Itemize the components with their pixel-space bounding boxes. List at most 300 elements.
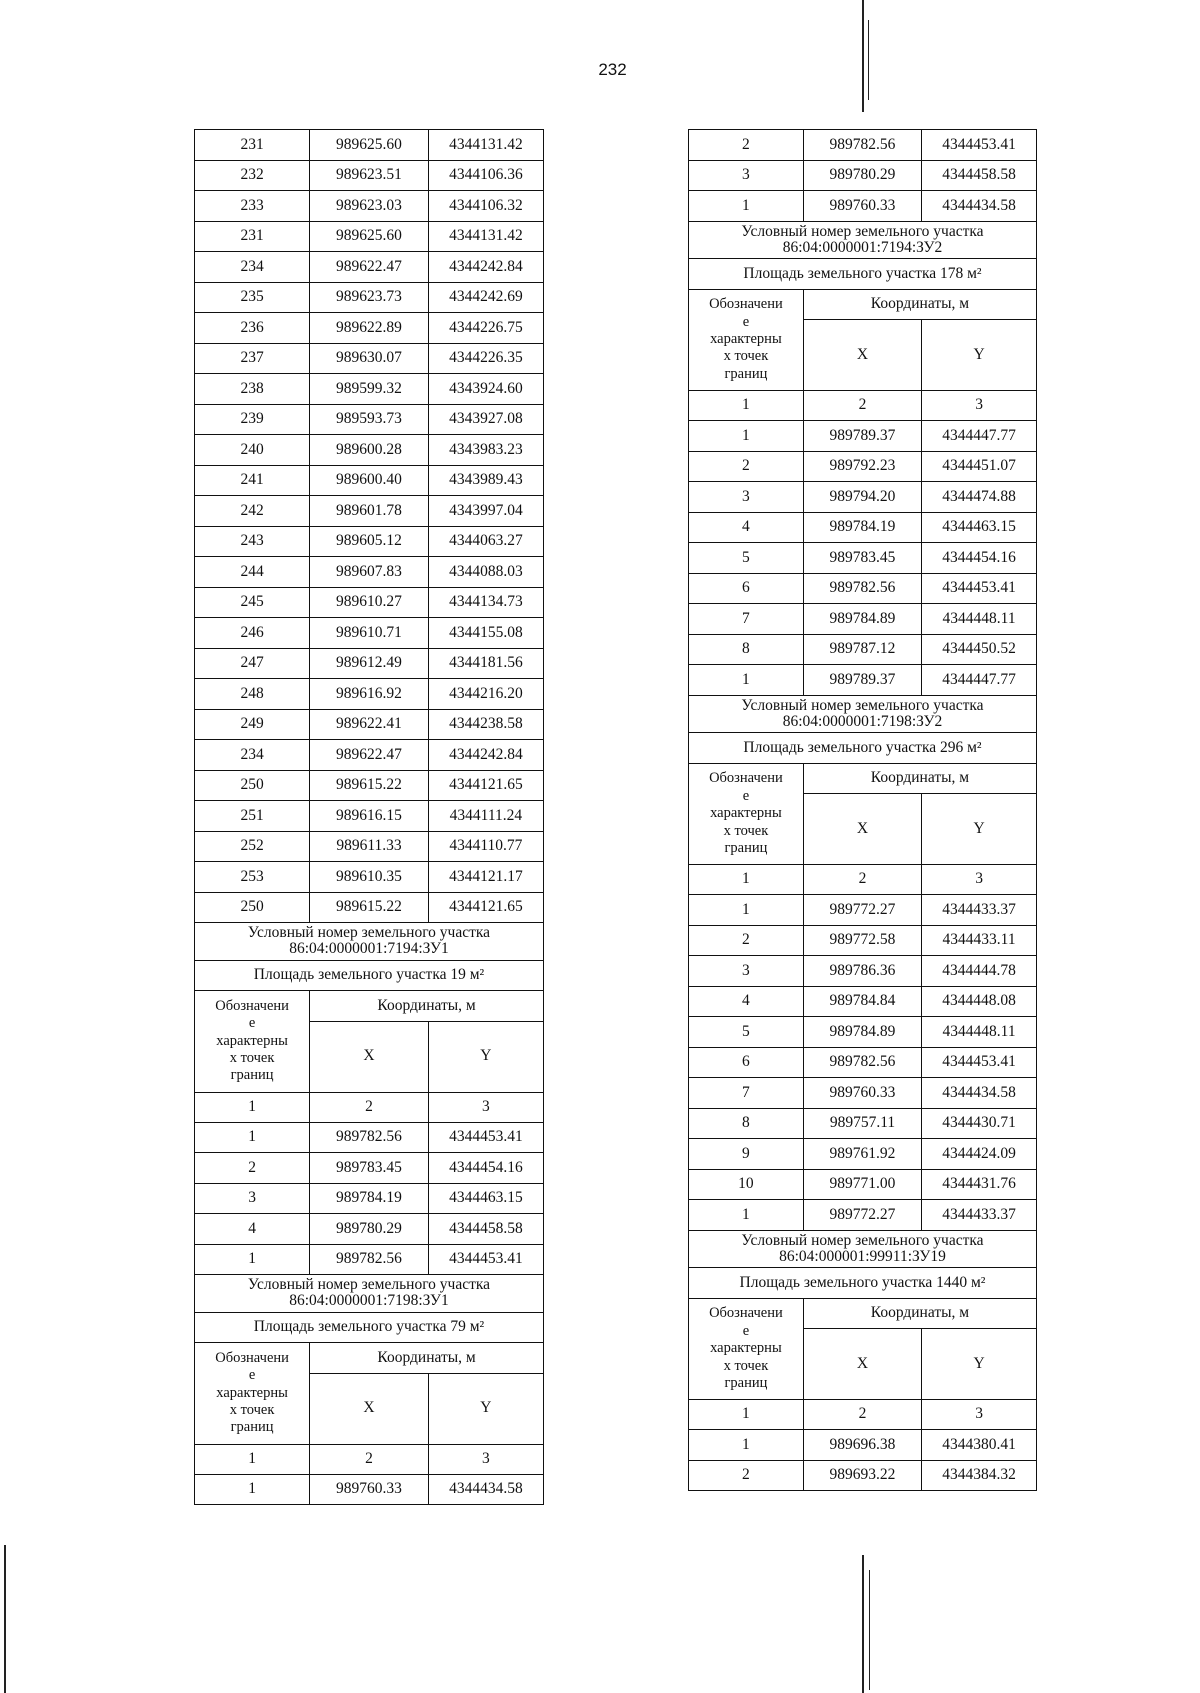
header-label-line: характерны: [710, 805, 782, 822]
y-header: Y: [428, 1021, 543, 1092]
point-number-cell: 234: [195, 740, 310, 771]
column-number-row: [195, 1444, 544, 1474]
table-row: [689, 956, 1037, 987]
point-number-cell: 1: [689, 895, 804, 926]
x-header: X: [803, 320, 921, 391]
table-row: [195, 648, 544, 679]
y-coordinate-cell: 4344474.88: [922, 482, 1037, 513]
y-coordinate-cell: 4344155.08: [428, 618, 543, 649]
point-number-cell: 3: [689, 160, 804, 191]
point-number-cell: 237: [195, 343, 310, 374]
point-number-cell: 231: [195, 221, 310, 252]
y-coordinate-cell: 4344447.77: [922, 421, 1037, 452]
table-row: [195, 221, 544, 252]
x-coordinate-cell: 989789.37: [803, 665, 921, 696]
parcel-number-cell: [689, 1230, 1037, 1268]
x-coordinate-cell: 989780.29: [803, 160, 921, 191]
x-coordinate-cell: 989599.32: [310, 374, 429, 405]
point-number-cell: 239: [195, 404, 310, 435]
point-number-cell: 1: [689, 421, 804, 452]
y-coordinate-cell: 4344121.65: [428, 770, 543, 801]
point-number-cell: 8: [689, 634, 804, 665]
x-coordinate-cell: 989783.45: [310, 1153, 429, 1184]
coordinates-table: [688, 129, 1037, 1491]
point-number-cell: 250: [195, 770, 310, 801]
table-row: [689, 1078, 1037, 1109]
point-number-cell: 7: [689, 604, 804, 635]
x-coordinate-cell: 989623.73: [310, 282, 429, 313]
point-number-cell: 6: [689, 1047, 804, 1078]
parcel-number-label: Условный номер земельного участка: [247, 924, 491, 941]
parcel-cadastral-number: 86:04:0000001:7198:ЗУ2: [782, 712, 943, 730]
x-coordinate-cell: 989784.19: [803, 512, 921, 543]
y-coordinate-cell: 4344458.58: [922, 160, 1037, 191]
x-coordinate-cell: 989616.15: [310, 801, 429, 832]
table-row: [689, 130, 1037, 161]
table-row: [195, 862, 544, 893]
parcel-area-row: [689, 259, 1037, 290]
point-number-cell: 4: [689, 512, 804, 543]
y-header: Y: [428, 1373, 543, 1444]
y-coordinate-cell: 4344242.84: [428, 740, 543, 771]
y-coordinate-cell: 4344453.41: [922, 1047, 1037, 1078]
y-coordinate-cell: 4344448.08: [922, 986, 1037, 1017]
table-row: [195, 801, 544, 832]
parcel-number-label: Условный номер земельного участка: [741, 696, 984, 714]
table-row: [689, 925, 1037, 956]
point-number-cell: 2: [689, 925, 804, 956]
table-header-row: [689, 763, 1037, 794]
x-coordinate-cell: 989782.56: [310, 1244, 429, 1275]
table-row: [689, 1139, 1037, 1170]
table-row: [689, 1047, 1037, 1078]
x-coordinate-cell: 989625.60: [310, 221, 429, 252]
point-number-cell: 250: [195, 892, 310, 923]
x-coordinate-cell: 989784.84: [803, 986, 921, 1017]
table-row: [689, 604, 1037, 635]
header-label-line: границ: [724, 839, 768, 856]
x-coordinate-cell: 989622.41: [310, 709, 429, 740]
table-header-row: [689, 1298, 1037, 1329]
point-number-cell: 242: [195, 496, 310, 527]
column-number-cell: 1: [195, 1444, 310, 1474]
x-coordinate-cell: 989615.22: [310, 770, 429, 801]
y-header: Y: [922, 794, 1037, 865]
point-number-cell: 4: [195, 1214, 310, 1245]
point-number-cell: 2: [689, 130, 804, 161]
x-coordinate-cell: 989611.33: [310, 831, 429, 862]
x-coordinate-cell: 989607.83: [310, 557, 429, 588]
x-coordinate-cell: 989784.89: [803, 1017, 921, 1048]
parcel-cadastral-number: 86:04:0000001:7198:ЗУ1: [289, 1292, 449, 1310]
x-coordinate-cell: 989784.19: [310, 1183, 429, 1214]
parcel-area-row: [195, 1312, 544, 1343]
y-coordinate-cell: 4343989.43: [428, 465, 543, 496]
y-coordinate-cell: 4344444.78: [922, 956, 1037, 987]
y-coordinate-cell: 4344424.09: [922, 1139, 1037, 1170]
header-label-line: х точек: [229, 1402, 275, 1418]
x-coordinate-cell: 989783.45: [803, 543, 921, 574]
point-number-cell: 9: [689, 1139, 804, 1170]
table-row: [689, 986, 1037, 1017]
table-row: [195, 831, 544, 862]
parcel-area-cell: Площадь земельного участка 79 м²: [195, 1312, 544, 1343]
y-coordinate-cell: 4343927.08: [428, 404, 543, 435]
x-coordinate-cell: 989792.23: [803, 451, 921, 482]
header-label-line: е: [248, 1367, 256, 1384]
point-number-cell: 3: [689, 482, 804, 513]
point-number-cell: 2: [689, 1460, 804, 1491]
point-number-cell: 4: [689, 986, 804, 1017]
y-coordinate-cell: 4344121.17: [428, 862, 543, 893]
table-row: [689, 895, 1037, 926]
header-label-line: е: [248, 1015, 256, 1032]
y-coordinate-cell: 4344448.11: [922, 1017, 1037, 1048]
parcel-cadastral-number: 86:04:0000001:7194:ЗУ1: [289, 940, 449, 958]
table-row: [195, 1214, 544, 1245]
point-number-cell: 5: [689, 1017, 804, 1048]
table-row: [689, 543, 1037, 574]
y-coordinate-cell: 4344454.16: [922, 543, 1037, 574]
header-label-line: х точек: [723, 348, 769, 365]
table-row: [195, 892, 544, 923]
x-coordinate-cell: 989610.27: [310, 587, 429, 618]
x-header: X: [803, 794, 921, 865]
parcel-number-row: [195, 1275, 544, 1313]
x-coordinate-cell: 989623.51: [310, 160, 429, 191]
table-row: [689, 634, 1037, 665]
point-number-cell: 1: [195, 1474, 310, 1505]
x-coordinate-cell: 989615.22: [310, 892, 429, 923]
parcel-number-cell: [195, 923, 544, 961]
y-coordinate-cell: 4343983.23: [428, 435, 543, 466]
coordinates-header: Координаты, м: [803, 763, 1036, 794]
table-row: [689, 665, 1037, 696]
table-row: [689, 573, 1037, 604]
x-coordinate-cell: 989622.47: [310, 740, 429, 771]
x-coordinate-cell: 989782.56: [803, 1047, 921, 1078]
table-row: [195, 1474, 544, 1505]
x-coordinate-cell: 989786.36: [803, 956, 921, 987]
column-number-cell: 3: [428, 1444, 543, 1474]
y-coordinate-cell: 4344121.65: [428, 892, 543, 923]
table-row: [689, 1460, 1037, 1491]
header-label-line: характерны: [710, 331, 782, 348]
x-coordinate-cell: 989789.37: [803, 421, 921, 452]
y-header: Y: [922, 1329, 1037, 1400]
header-label-line: Обозначени: [215, 997, 289, 1014]
y-coordinate-cell: 4344110.77: [428, 831, 543, 862]
point-number-cell: 1: [689, 1200, 804, 1231]
parcel-area-row: [689, 733, 1037, 764]
y-coordinate-cell: 4343997.04: [428, 496, 543, 527]
parcel-number-row: [689, 221, 1037, 259]
table-header-row: [195, 991, 544, 1022]
x-coordinate-cell: 989772.58: [803, 925, 921, 956]
table-row: [195, 130, 544, 161]
point-number-cell: 249: [195, 709, 310, 740]
x-coordinate-cell: 989784.89: [803, 604, 921, 635]
table-row: [689, 160, 1037, 191]
table-row: [195, 1122, 544, 1153]
column-number-cell: 2: [803, 391, 921, 421]
table-row: [195, 770, 544, 801]
y-coordinate-cell: 4344450.52: [922, 634, 1037, 665]
x-coordinate-cell: 989601.78: [310, 496, 429, 527]
y-coordinate-cell: 4344430.71: [922, 1108, 1037, 1139]
y-coordinate-cell: 4344063.27: [428, 526, 543, 557]
x-coordinate-cell: 989622.89: [310, 313, 429, 344]
y-coordinate-cell: 4344088.03: [428, 557, 543, 588]
parcel-number-row: [689, 695, 1037, 733]
table-row: [689, 191, 1037, 222]
y-coordinate-cell: 4344242.69: [428, 282, 543, 313]
y-coordinate-cell: 4344448.11: [922, 604, 1037, 635]
x-coordinate-cell: 989760.33: [803, 1078, 921, 1109]
parcel-number-row: [689, 1230, 1037, 1268]
point-number-cell: 241: [195, 465, 310, 496]
parcel-number-row: [195, 923, 544, 961]
table-row: [689, 1108, 1037, 1139]
column-number-cell: 2: [803, 1400, 921, 1430]
binding-edge-mark: [862, 0, 864, 112]
y-coordinate-cell: 4344181.56: [428, 648, 543, 679]
column-number-cell: 1: [689, 1400, 804, 1430]
point-number-cell: 246: [195, 618, 310, 649]
column-number-cell: 3: [922, 865, 1037, 895]
point-number-cell: 8: [689, 1108, 804, 1139]
parcel-number-cell: [689, 695, 1037, 733]
x-coordinate-cell: 989610.35: [310, 862, 429, 893]
point-number-cell: 247: [195, 648, 310, 679]
y-coordinate-cell: 4344384.32: [922, 1460, 1037, 1491]
parcel-number-cell: [195, 1275, 544, 1313]
table-row: [689, 1169, 1037, 1200]
right-coordinates-table: [688, 129, 1037, 1491]
y-coordinate-cell: 4344111.24: [428, 801, 543, 832]
column-number-cell: 1: [195, 1092, 310, 1122]
table-row: [195, 313, 544, 344]
table-row: [195, 282, 544, 313]
point-number-cell: 5: [689, 543, 804, 574]
x-coordinate-cell: 989625.60: [310, 130, 429, 161]
x-coordinate-cell: 989622.47: [310, 252, 429, 283]
table-header-row: [689, 289, 1037, 320]
column-number-cell: 2: [310, 1444, 429, 1474]
point-number-cell: 244: [195, 557, 310, 588]
binding-edge-mark: [862, 1555, 864, 1693]
parcel-number-cell: [689, 221, 1037, 259]
coordinates-table: [194, 129, 544, 1505]
table-row: [195, 679, 544, 710]
coordinates-header: Координаты, м: [803, 1298, 1036, 1329]
table-row: [195, 160, 544, 191]
table-row: [195, 343, 544, 374]
point-number-cell: 1: [689, 665, 804, 696]
x-coordinate-cell: 989772.27: [803, 1200, 921, 1231]
point-number-cell: 236: [195, 313, 310, 344]
y-coordinate-cell: 4343924.60: [428, 374, 543, 405]
table-row: [689, 1200, 1037, 1231]
header-label-line: Обозначени: [709, 1305, 783, 1322]
table-row: [195, 618, 544, 649]
x-coordinate-cell: 989782.56: [803, 573, 921, 604]
column-number-cell: 1: [689, 865, 804, 895]
table-row: [195, 587, 544, 618]
binding-edge-mark: [868, 20, 869, 100]
point-number-cell: 232: [195, 160, 310, 191]
point-number-cell: 240: [195, 435, 310, 466]
point-number-cell: 3: [689, 956, 804, 987]
parcel-number-label: Условный номер земельного участка: [741, 222, 984, 240]
parcel-area-cell: Площадь земельного участка 178 м²: [689, 259, 1037, 290]
table-row: [195, 740, 544, 771]
y-coordinate-cell: 4344433.37: [922, 1200, 1037, 1231]
y-coordinate-cell: 4344431.76: [922, 1169, 1037, 1200]
point-number-cell: 233: [195, 191, 310, 222]
parcel-area-row: [195, 960, 544, 991]
x-coordinate-cell: 989757.11: [803, 1108, 921, 1139]
column-number-cell: 2: [310, 1092, 429, 1122]
column-number-row: [689, 1400, 1037, 1430]
table-row: [195, 252, 544, 283]
header-label-line: х точек: [723, 822, 769, 839]
header-label-line: характерны: [710, 1340, 782, 1357]
table-row: [195, 1183, 544, 1214]
y-coordinate-cell: 4344131.42: [428, 221, 543, 252]
column-number-cell: 3: [922, 1400, 1037, 1430]
parcel-number-label: Условный номер земельного участка: [741, 1231, 984, 1249]
y-coordinate-cell: 4344134.73: [428, 587, 543, 618]
y-coordinate-cell: 4344454.16: [428, 1153, 543, 1184]
table-row: [195, 526, 544, 557]
x-coordinate-cell: 989610.71: [310, 618, 429, 649]
x-coordinate-cell: 989782.56: [803, 130, 921, 161]
y-coordinate-cell: 4344433.37: [922, 895, 1037, 926]
x-coordinate-cell: 989605.12: [310, 526, 429, 557]
binding-edge-mark: [869, 1570, 870, 1690]
header-label-line: Обозначени: [709, 296, 783, 313]
parcel-area-cell: Площадь земельного участка 19 м²: [195, 960, 544, 991]
header-label-line: е: [742, 313, 750, 330]
table-row: [195, 191, 544, 222]
header-label-line: е: [742, 1322, 750, 1339]
header-label-line: границ: [230, 1067, 274, 1084]
y-coordinate-cell: 4344434.58: [922, 191, 1037, 222]
point-number-cell: 1: [689, 1430, 804, 1461]
header-label-line: х точек: [229, 1049, 275, 1066]
coordinates-header: Координаты, м: [310, 991, 544, 1022]
y-coordinate-cell: 4344463.15: [922, 512, 1037, 543]
table-header-row: [195, 1343, 544, 1374]
table-row: [689, 512, 1037, 543]
y-coordinate-cell: 4344447.77: [922, 665, 1037, 696]
y-coordinate-cell: 4344463.15: [428, 1183, 543, 1214]
point-number-cell: 1: [689, 191, 804, 222]
y-coordinate-cell: 4344434.58: [428, 1474, 543, 1505]
point-number-cell: 248: [195, 679, 310, 710]
column-number-cell: 2: [803, 865, 921, 895]
x-coordinate-cell: 989616.92: [310, 679, 429, 710]
y-coordinate-cell: 4344238.58: [428, 709, 543, 740]
y-coordinate-cell: 4344453.41: [428, 1244, 543, 1275]
x-coordinate-cell: 989780.29: [310, 1214, 429, 1245]
point-number-cell: 6: [689, 573, 804, 604]
x-coordinate-cell: 989760.33: [803, 191, 921, 222]
parcel-area-cell: Площадь земельного участка 1440 м²: [689, 1268, 1037, 1299]
x-header: X: [803, 1329, 921, 1400]
column-number-row: [195, 1092, 544, 1122]
parcel-area-cell: Площадь земельного участка 296 м²: [689, 733, 1037, 764]
point-number-cell: 1: [195, 1122, 310, 1153]
point-number-cell: 2: [689, 451, 804, 482]
x-coordinate-cell: 989772.27: [803, 895, 921, 926]
point-designation-header: [689, 1298, 804, 1400]
x-header: X: [310, 1373, 429, 1444]
y-coordinate-cell: 4344226.75: [428, 313, 543, 344]
point-number-cell: 235: [195, 282, 310, 313]
point-number-cell: 243: [195, 526, 310, 557]
table-row: [689, 421, 1037, 452]
y-coordinate-cell: 4344380.41: [922, 1430, 1037, 1461]
point-number-cell: 10: [689, 1169, 804, 1200]
y-coordinate-cell: 4344106.36: [428, 160, 543, 191]
parcel-cadastral-number: 86:04:000001:99911:ЗУ19: [779, 1247, 946, 1265]
point-number-cell: 7: [689, 1078, 804, 1109]
y-coordinate-cell: 4344453.41: [922, 130, 1037, 161]
point-designation-header: [689, 289, 804, 391]
table-row: [195, 709, 544, 740]
table-row: [195, 1153, 544, 1184]
header-label-line: границ: [724, 365, 768, 382]
point-number-cell: 245: [195, 587, 310, 618]
point-number-cell: 231: [195, 130, 310, 161]
page-number: 232: [598, 60, 627, 79]
table-row: [195, 465, 544, 496]
parcel-cadastral-number: 86:04:0000001:7194:ЗУ2: [782, 238, 943, 256]
left-coordinates-table: [194, 129, 544, 1505]
x-coordinate-cell: 989787.12: [803, 634, 921, 665]
parcel-area-row: [689, 1268, 1037, 1299]
x-coordinate-cell: 989794.20: [803, 482, 921, 513]
header-label-line: е: [742, 787, 750, 804]
x-coordinate-cell: 989593.73: [310, 404, 429, 435]
y-coordinate-cell: 4344434.58: [922, 1078, 1037, 1109]
y-coordinate-cell: 4344453.41: [922, 573, 1037, 604]
column-number-cell: 3: [428, 1092, 543, 1122]
x-coordinate-cell: 989771.00: [803, 1169, 921, 1200]
point-number-cell: 2: [195, 1153, 310, 1184]
header-label-line: характерны: [216, 1384, 288, 1401]
header-label-line: границ: [230, 1419, 274, 1436]
x-coordinate-cell: 989600.28: [310, 435, 429, 466]
header-label-line: Обозначени: [709, 770, 783, 787]
parcel-number-label: Условный номер земельного участка: [247, 1276, 491, 1294]
y-coordinate-cell: 4344453.41: [428, 1122, 543, 1153]
y-coordinate-cell: 4344451.07: [922, 451, 1037, 482]
table-row: [195, 435, 544, 466]
scan-edge-mark: [4, 1545, 6, 1693]
column-number-row: [689, 865, 1037, 895]
column-number-cell: 3: [922, 391, 1037, 421]
header-label-line: х точек: [723, 1357, 769, 1374]
y-coordinate-cell: 4344216.20: [428, 679, 543, 710]
point-designation-header: [195, 991, 310, 1093]
y-coordinate-cell: 4344242.84: [428, 252, 543, 283]
table-row: [195, 557, 544, 588]
table-row: [689, 1017, 1037, 1048]
column-number-cell: 1: [689, 391, 804, 421]
